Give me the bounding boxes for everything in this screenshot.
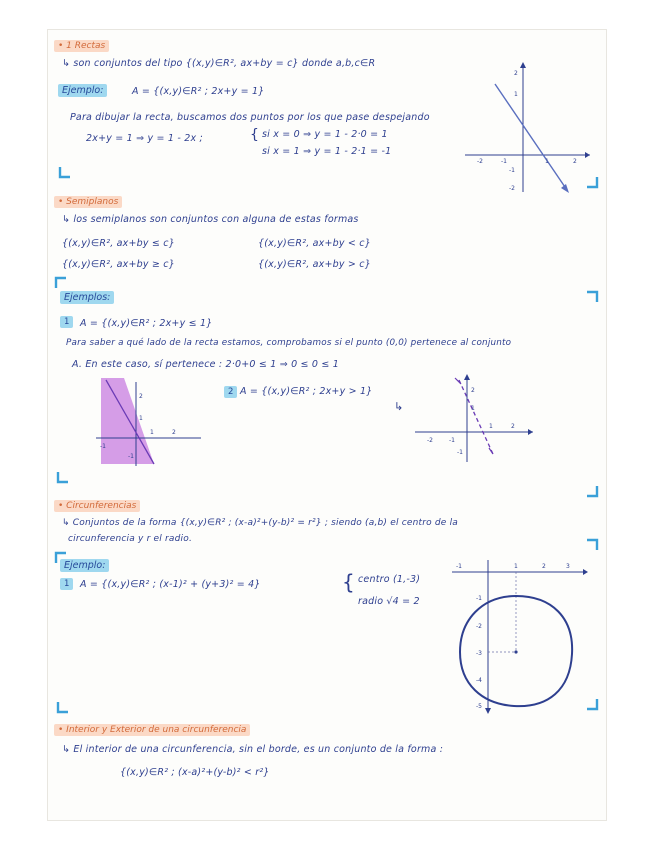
tick-label: 1 xyxy=(150,429,154,436)
tick-label: -1 xyxy=(509,167,515,174)
ejemplo-2-number: 2 xyxy=(224,386,237,398)
section-heading-semiplanos: • Semiplanos xyxy=(54,196,122,208)
tick-label: -2 xyxy=(476,623,482,630)
arrow-glyph: ↳ xyxy=(394,400,404,413)
tick-label: -1 xyxy=(457,449,463,456)
circunferencias-radio: radio √4 = 2 xyxy=(358,596,420,607)
tick-label: 2 xyxy=(511,423,515,430)
section-heading-rectas: • 1 Rectas xyxy=(54,40,109,52)
rectas-draw-text: Para dibujar la recta, buscamos dos puntos por los que pase despejando xyxy=(70,112,430,123)
circunferencias-graph xyxy=(452,560,592,715)
corner-mark xyxy=(585,175,599,189)
tick-label: 1 xyxy=(545,158,549,165)
rectas-case-1: si x = 0 ⇒ y = 1 - 2·0 = 1 xyxy=(262,129,388,140)
ejemplo-1-set: A = {(x,y)∈R² ; 2x+y ≤ 1} xyxy=(80,318,213,329)
interior-form: {(x,y)∈R² ; (x-a)²+(y-b)² < r²} xyxy=(120,767,270,778)
tick-label: -1 xyxy=(501,158,507,165)
corner-mark xyxy=(585,484,599,498)
ejemplos-label: Ejemplos: xyxy=(60,291,114,304)
tick-label: 2 xyxy=(573,158,577,165)
interior-definition: ↳ El interior de una circunferencia, sin el borde, es un conjunto de la forma : xyxy=(62,744,444,755)
semiplanos-form-1: {(x,y)∈R², ax+by ≤ c} xyxy=(62,238,175,249)
tick-label: -1 xyxy=(449,437,455,444)
tick-label: 2 xyxy=(172,429,176,436)
tick-label: -2 xyxy=(509,185,515,192)
tick-label: -1 xyxy=(128,453,134,460)
circunferencias-ejemplo-label: Ejemplo: xyxy=(60,559,109,572)
ejemplo-1-text: Para saber a qué lado de la recta estamos, comprobamos si el punto (0,0) pertenece al conjunto xyxy=(66,338,512,348)
tick-label: 1 xyxy=(514,563,518,570)
tick-label: 2 xyxy=(514,70,518,77)
corner-mark xyxy=(585,538,599,552)
tick-label: 2 xyxy=(542,563,546,570)
circunferencias-brace: { xyxy=(342,570,355,594)
tick-label: -1 xyxy=(476,595,482,602)
tick-label: -1 xyxy=(456,563,462,570)
circunferencias-definition-1: ↳ Conjuntos de la forma {(x,y)∈R² ; (x-a)²+(y-b)² = r²} ; siendo (a,b) el centro de la xyxy=(62,518,459,528)
semiplanos-form-3: {(x,y)∈R², ax+by ≥ c} xyxy=(62,259,175,270)
circunferencias-definition-2: circunferencia y r el radio. xyxy=(68,534,193,544)
corner-mark xyxy=(56,700,70,714)
circunferencias-ejemplo-set: A = {(x,y)∈R² ; (x-1)² + (y+3)² = 4} xyxy=(80,579,261,590)
circunferencias-ejemplo-number: 1 xyxy=(60,578,73,590)
tick-label: 2 xyxy=(471,387,475,394)
corner-mark xyxy=(54,276,68,290)
rectas-ejemplo-label: Ejemplo: xyxy=(58,84,107,97)
tick-label: -1 xyxy=(100,443,106,450)
tick-label: 3 xyxy=(566,563,570,570)
tick-label: -4 xyxy=(476,677,482,684)
ejemplo-2-set: A = {(x,y)∈R² ; 2x+y > 1} xyxy=(240,386,373,397)
tick-label: -3 xyxy=(476,650,482,657)
semiplanos-definition: ↳ los semiplanos son conjuntos con alguna de estas formas xyxy=(62,214,359,225)
ejemplo-1-number: 1 xyxy=(60,316,73,328)
ejemplo-1-graph xyxy=(96,378,206,468)
tick-label: -2 xyxy=(427,437,433,444)
rectas-graph xyxy=(465,62,595,197)
semiplanos-form-4: {(x,y)∈R², ax+by > c} xyxy=(258,259,371,270)
section-heading-circunferencias: • Circunferencias xyxy=(54,500,140,512)
corner-mark xyxy=(585,697,599,711)
rectas-case-2: si x = 1 ⇒ y = 1 - 2·1 = -1 xyxy=(262,146,392,157)
tick-label: -2 xyxy=(477,158,483,165)
section-heading-interior: • Interior y Exterior de una circunferencia xyxy=(54,724,250,736)
tick-label: 1 xyxy=(471,405,475,412)
tick-label: 1 xyxy=(139,415,143,422)
corner-mark xyxy=(58,165,72,179)
rectas-definition: ↳ son conjuntos del tipo {(x,y)∈R², ax+by = c} donde a,b,c∈R xyxy=(62,58,376,69)
corner-mark xyxy=(56,470,70,484)
ejemplo-2-graph xyxy=(415,372,535,462)
rectas-brace: { xyxy=(250,127,260,143)
tick-label: 1 xyxy=(489,423,493,430)
tick-label: 1 xyxy=(514,91,518,98)
ejemplo-1-result: A. En este caso, sí pertenece : 2·0+0 ≤ 1 ⇒ 0 ≤ 0 ≤ 1 xyxy=(72,359,340,370)
rectas-ejemplo-set: A = {(x,y)∈R² ; 2x+y = 1} xyxy=(132,86,265,97)
circunferencias-centro: centro (1,-3) xyxy=(358,574,421,585)
semiplanos-form-2: {(x,y)∈R², ax+by < c} xyxy=(258,238,371,249)
tick-label: 2 xyxy=(139,393,143,400)
tick-label: -5 xyxy=(476,703,482,710)
corner-mark xyxy=(585,290,599,304)
rectas-equation: 2x+y = 1 ⇒ y = 1 - 2x ; xyxy=(86,133,203,144)
